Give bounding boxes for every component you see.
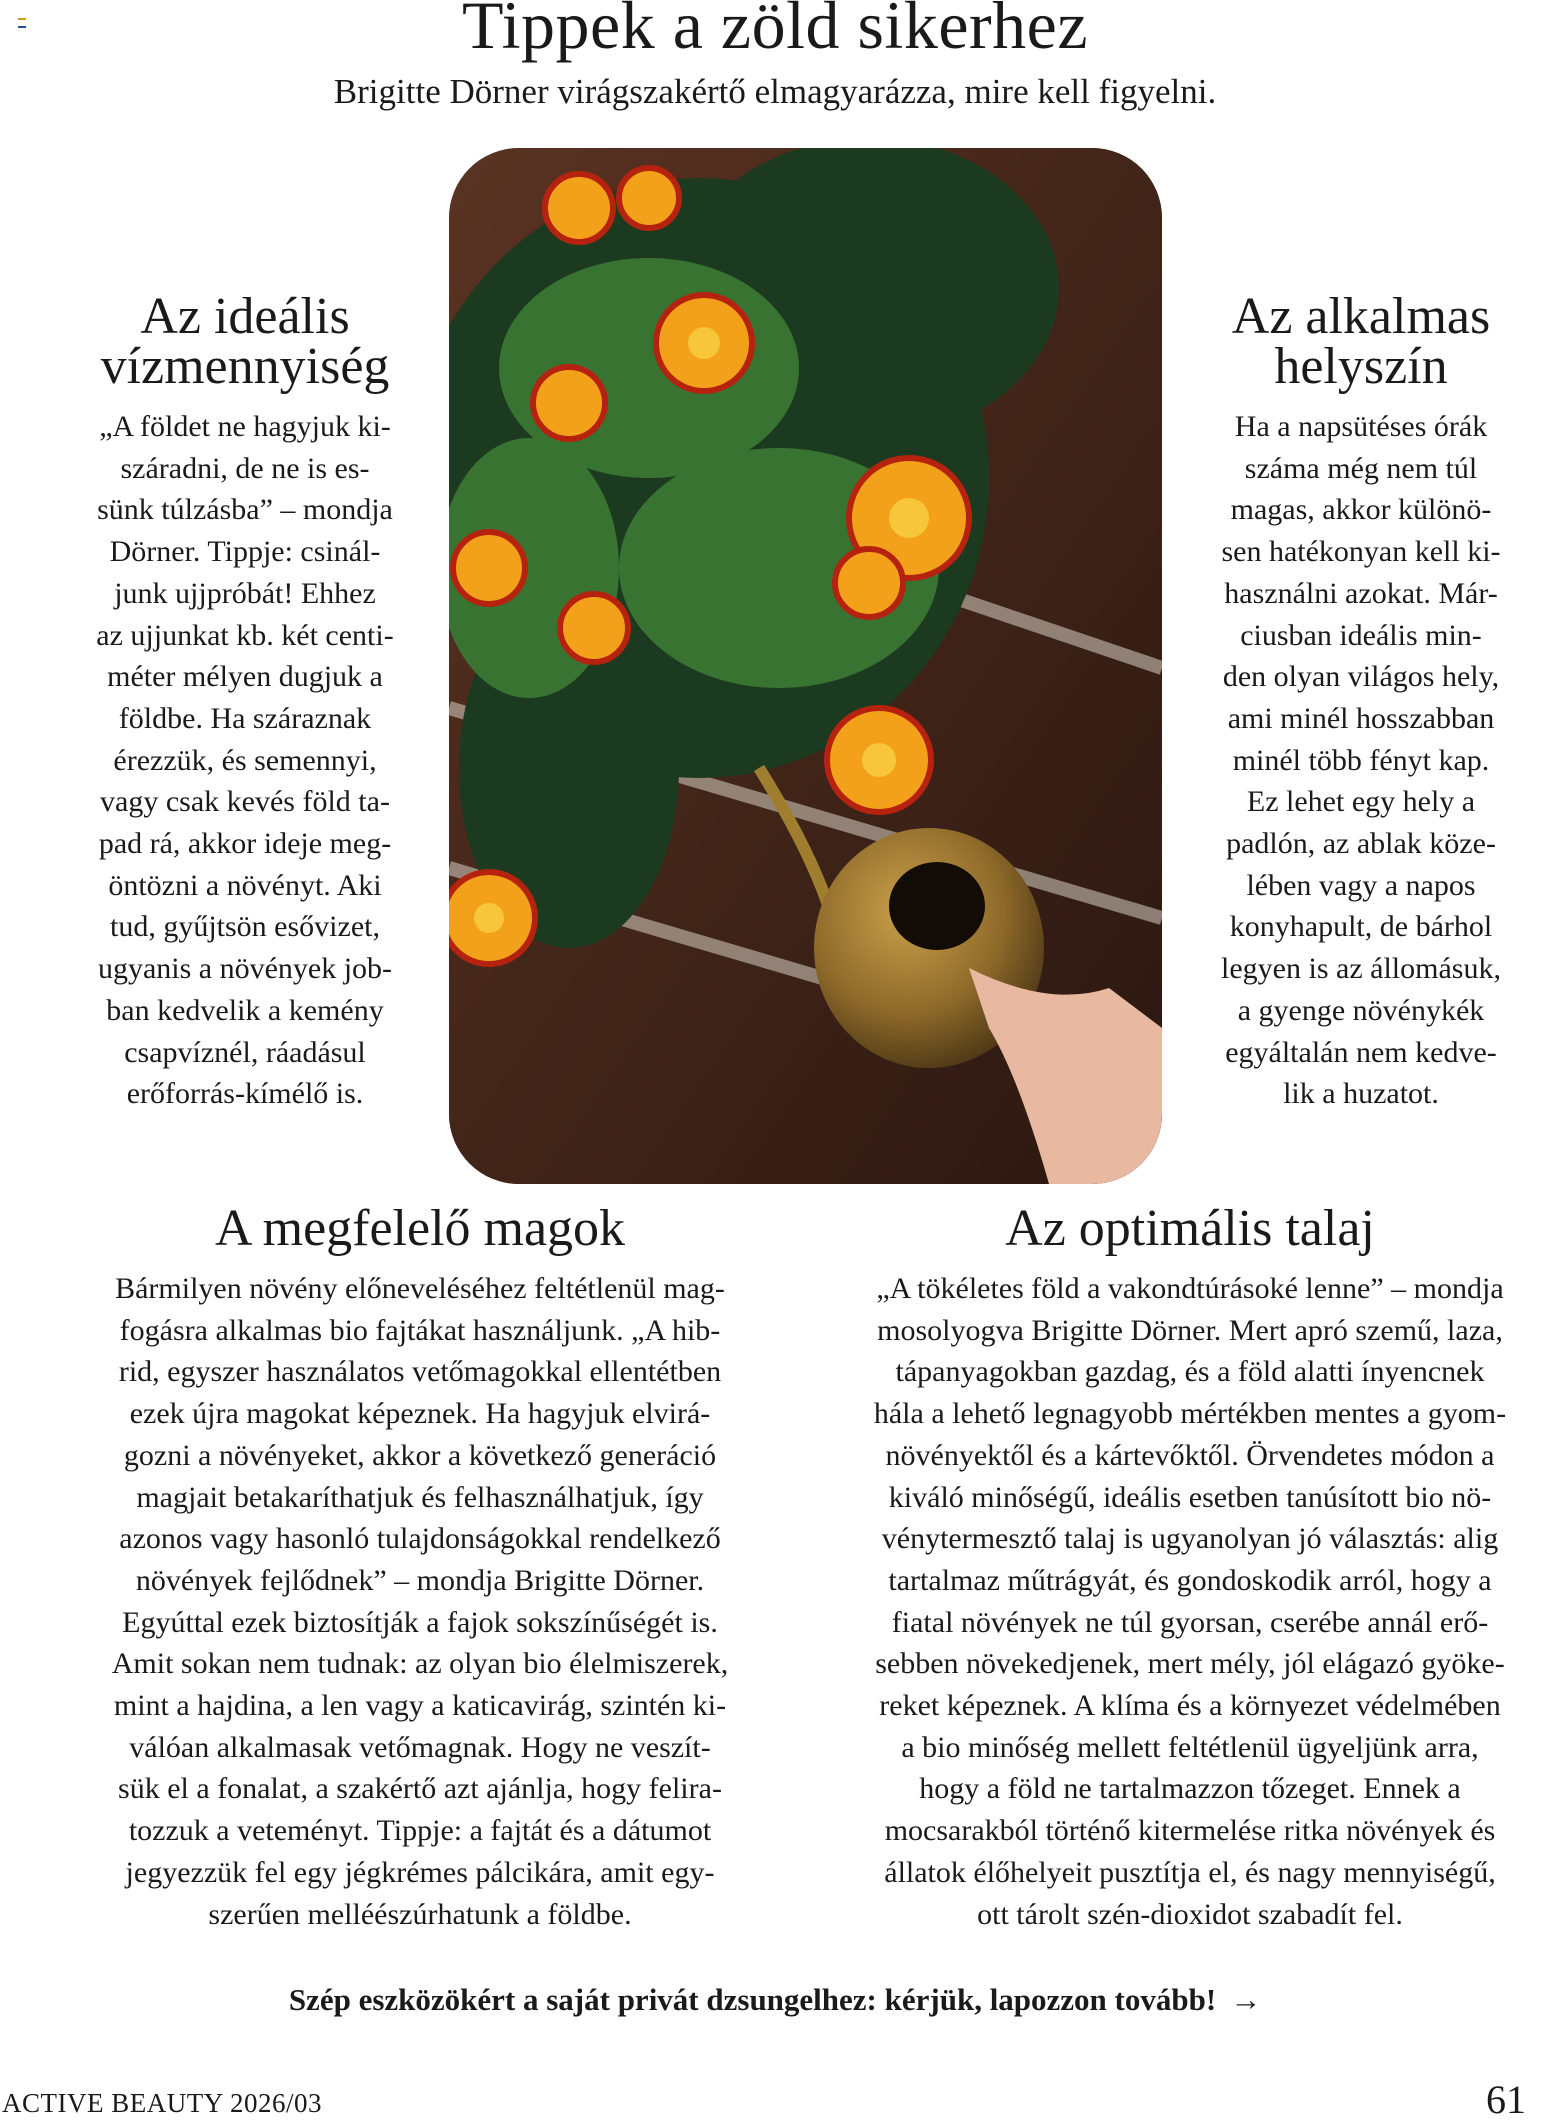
soil-text-line: mocsarakból történő kitermelése ritka növények és [884,1814,1496,1848]
page-title: Tippek a zöld sikerhez [461,0,1089,63]
location-text-line: Ha a napsütéses órák [1234,410,1488,443]
soil-text-line: mosolyogva Brigitte Dörner. Mert apró szemű, laza, [877,1313,1503,1347]
soil-text-line: tartalmaz műtrágyát, és gondoskodik arról, hogy a [888,1563,1492,1597]
seeds-text-line: Egyúttal ezek biztosítják a fajok sokszínűségét is. [122,1605,718,1639]
location-text-line: Ez lehet egy hely a [1246,785,1476,819]
water-text [60,406,430,1115]
soil-text-line: reket képeznek. A klíma és a környezet védelmében [879,1689,1501,1723]
soil-text-line: hogy a föld ne tartalmazzon tőzeget. Ennek a [919,1772,1461,1806]
seeds-text-line: sük el a fonalat, a szakértő azt ajánlja, hogy felira- [118,1772,722,1806]
location-text-line: lében vagy a napos [1246,868,1476,902]
soil-text-line: növényektől és a kártevőktől. Örvendetes módon a [885,1438,1495,1472]
location-text-line: a gyenge növénykék [1237,993,1485,1027]
seeds-text-line: fogásra alkalmas bio fajtákat használjunk. „A hib- [119,1313,721,1347]
flower-photo-illustration [449,148,1162,1184]
soil-text-line: a bio minőség mellett feltétlenül ügyeljünk arra, [901,1730,1479,1764]
soil-text-line: tápanyagokban gazdag, és a föld alatti ínyencnek [895,1355,1485,1389]
water-heading-line: Az ideális [140,288,350,345]
water-text-line: csapvíznél, ráadásul [124,1035,366,1069]
water-text-line: vagy csak kevés föld ta- [100,785,390,819]
water-text-line: öntözni a növényt. Aki [108,868,382,902]
location-text-line: használni azokat. Már- [1224,576,1498,610]
location-text-line: lik a huzatot. [1283,1077,1439,1111]
soil-text-line: „A tökéletes föld a vakondtúrásoké lenne” – mondja [876,1272,1504,1305]
water-text-line: ugyanis a növények job- [97,952,393,986]
water-heading [60,288,430,395]
location-text-line: sen hatékonyan kell ki- [1221,535,1501,569]
seeds-text [60,1268,780,1935]
soil-text-line: hála a lehető legnagyobb mértékben mentes a gyom- [873,1397,1507,1431]
water-text-line: sünk túlzásba” – mondja [97,493,393,527]
seeds-text-line: válóan alkalmasak vetőmagnak. Hogy ne veszít- [129,1730,711,1764]
water-text-line: ban kedvelik a kemény [106,993,384,1027]
water-text-line: junk ujjpróbát! Ehhez [114,576,376,610]
location-text-line: legyen is az állomásuk, [1221,952,1501,986]
location-heading-line: Az alkalmas [1231,288,1491,345]
arrow-right-icon: → [1230,1982,1262,2017]
location-text-line: konyhapult, de bárhol [1229,910,1493,944]
water-heading-line: vízmennyiség [100,338,390,395]
location-text-line: minél több fényt kap. [1232,743,1490,777]
water-text-line: tud, gyűjtsön esővizet, [110,910,380,944]
next-page-teaser [0,1982,1550,2018]
soil-text-line: ott tárolt szén-dioxidot szabadít fel. [977,1897,1403,1931]
location-heading [1180,288,1542,395]
seeds-text-line: mint a hajdina, a len vagy a katicavirág, szintén ki- [113,1689,727,1723]
teaser-text: Szép eszközökért a saját privát dzsungelhez: kérjük, lapozzon tovább! [288,1982,1217,2017]
seeds-text-line: Amit sokan nem tudnak: az olyan bio élelmiszerek, [111,1647,729,1681]
magazine-issue: ACTIVE BEAUTY 2026/03 [2,2088,322,2118]
location-text-line: den olyan világos hely, [1222,660,1500,694]
water-text-line: pad rá, akkor ideje meg- [98,827,392,861]
location-text [1180,406,1542,1115]
seeds-text-line: gozni a növényeket, akkor a következő generáció [123,1438,717,1472]
water-text-line: földbe. Ha száraznak [118,701,372,735]
water-text-line: száradni, de ne is es- [120,451,370,485]
water-text-line: erőforrás-kímélő is. [126,1077,364,1111]
location-text-line: padlón, az ablak köze- [1226,827,1496,861]
water-text-line: méter mélyen dugjuk a [107,660,383,694]
water-text-line: az ujjunkat kb. két centi- [96,618,394,652]
seeds-text-line: tozzuk a veteményt. Tippje: a fajtát és a dátumot [128,1814,712,1848]
seeds-text-line: jegyezzük fel egy jégkrémes pálcikára, amit egy- [125,1855,715,1889]
soil-text-line: állatok élőhelyeit pusztítja el, és nagy mennyiségű, [884,1855,1496,1889]
seeds-heading: A megfelelő magok [214,1200,626,1257]
water-text-line: érezzük, és semennyi, [113,743,377,777]
seeds-text-line: rid, egyszer használatos vetőmagokkal ellentétben [118,1355,722,1389]
seeds-text-line: azonos vagy hasonló tulajdonságokkal rendelkező [119,1522,721,1556]
soil-text-line: vénytermesztő talaj is ugyanolyan jó választás: alig [881,1522,1499,1556]
soil-heading: Az optimális talaj [1005,1200,1375,1257]
seeds-text-line: Bármilyen növény előneveléséhez feltétlenül mag- [115,1272,725,1305]
seeds-text-line: szerűen melléészúrhatunk a földbe. [208,1897,632,1931]
location-text-line: egyáltalán nem kedve- [1225,1035,1497,1069]
flower-photo [449,148,1162,1184]
soil-text-line: fiatal növények ne túl gyorsan, cserébe annál erő- [891,1605,1489,1639]
water-text-line: Dörner. Tippje: csinál- [109,535,381,569]
location-text-line: ami minél hosszabban [1227,701,1495,735]
location-text-line: száma még nem túl [1244,451,1478,485]
seeds-text-line: növények fejlődnek” – mondja Brigitte Dörner. [135,1563,705,1597]
soil-text [830,1268,1550,1935]
page-subtitle: Brigitte Dörner virágszakértő elmagyarázza, mire kell figyelni. [333,72,1217,111]
location-text-line: magas, akkor különö- [1230,493,1492,527]
soil-text-line: sebben növekedjenek, mert mély, jól elágazó gyöke- [875,1647,1505,1681]
page-number: 61 [1486,2077,1526,2122]
water-text-line: „A földet ne hagyjuk ki- [99,410,391,443]
seeds-text-line: ezek újra magokat képeznek. Ha hagyjuk elvirá- [129,1397,711,1431]
seeds-text-line: magjait betakaríthatjuk és felhasználhatjuk, így [136,1480,704,1514]
location-heading-line: helyszín [1274,338,1448,395]
location-text-line: ciusban ideális min- [1240,618,1482,652]
soil-text-line: kiváló minőségű, ideális esetben tanúsított bio nö- [888,1480,1492,1514]
